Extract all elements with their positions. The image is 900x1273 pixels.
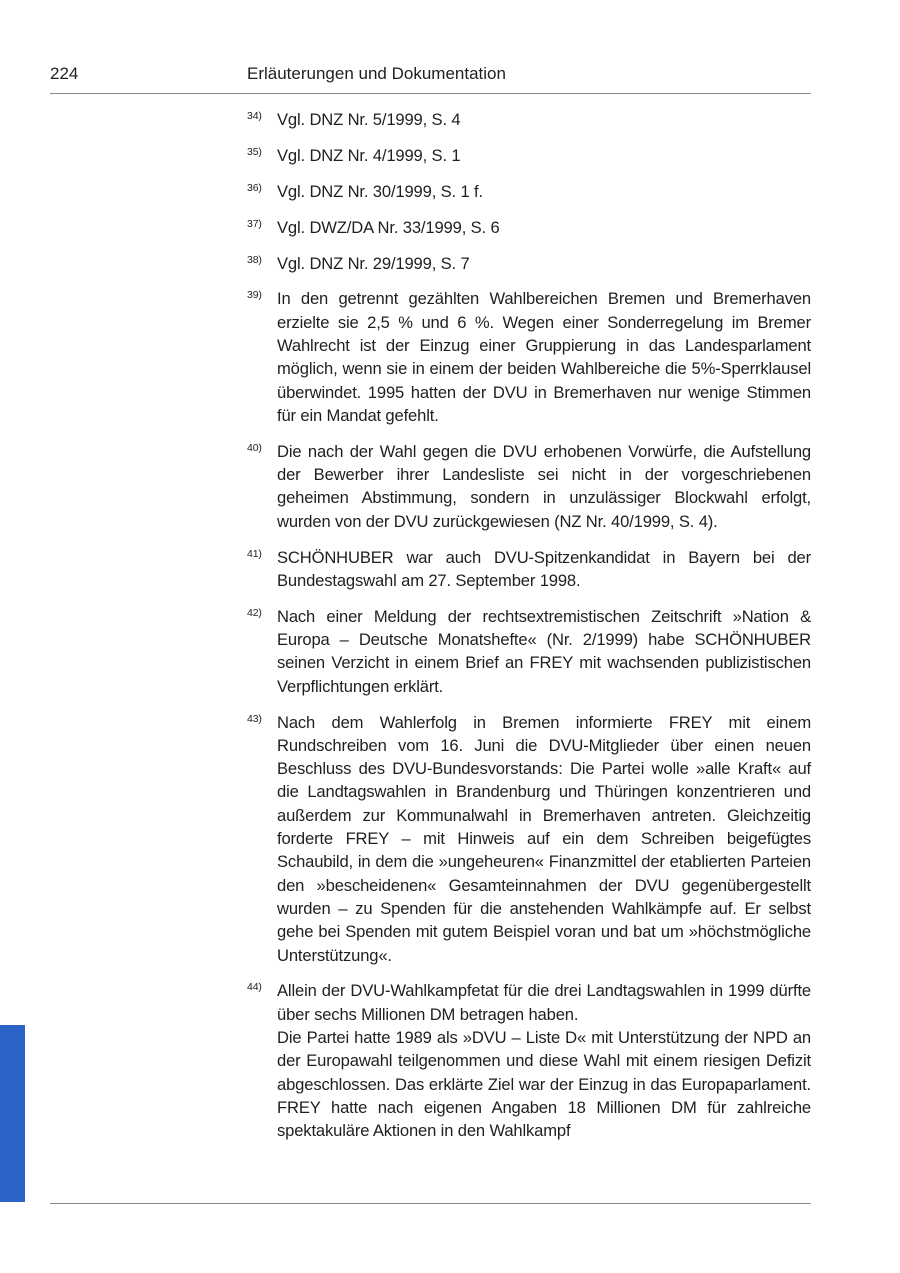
footnote-text: Die Partei hatte 1989 als »DVU – Liste D« mit Unterstützung der NPD an der Europawahl teilgenommen und diese Wahl mit einem riesigen Defizit abgeschlossen. Das erklärte Ziel war der Einzug in das Europaparlament. FREY hatte nach eigenen Angaben 18 Millionen DM für zahlreiche spektakuläre Aktionen in den Wahlkampf — [277, 1028, 811, 1141]
running-header-title: Erläuterungen und Dokumentation — [247, 64, 506, 83]
footnote-text: Vgl. DNZ Nr. 4/1999, S. 1 — [277, 145, 461, 165]
footnote — [247, 711, 811, 967]
footnote-text: In den getrennt gezählten Wahlbereichen Bremen und Bremerhaven erzielte sie 2,5 % und 6 %. Wegen einer Sonderregelung im Bremer Wahlrecht ist der Einzug einer Gruppierung in das Landesparlament möglich, wenn sie in einem der beiden Wahlbereiche die 5%-Sperrklausel überwindet. 1995 hatten der DVU in Bremerhaven nur wenige Stimmen für ein Mandat gefehlt. — [277, 289, 811, 425]
footnote-number: 42) — [247, 606, 262, 619]
footnote-text: Nach einer Meldung der rechtsextremistischen Zeitschrift »Nation & Europa – Deutsche Monatshefte« (Nr. 2/1999) habe SCHÖNHUBER seinen Verzicht in einem Brief an FREY mit wachsenden publizistischen Verpflichtungen erklärt. — [277, 606, 811, 696]
footnote-text: Nach dem Wahlerfolg in Bremen informierte FREY mit einem Rundschreiben vom 16. Juni die DVU-Mitglieder über einen neuen Beschluss des DVU-Bundesvorstands: Die Partei wolle »alle Kraft« auf die Landtagswahlen in Brandenburg und Thüringen konzentrieren und außerdem zur Kommunalwahl in Bremerhaven antreten. Gleichzeitig forderte FREY – mit Hinweis auf ein dem Schreiben beigefügtes Schaubild, in dem die »ungeheuren« Finanzmittel der etablierten Parteien den »bescheidenen« Gesamteinnahmen der DVU gegenübergestellt wurden – zu Spenden für die anstehenden Wahlkämpfe auf. Er selbst gehe bei Spenden mit gutem Beispiel voran und bat um »höchstmögliche Unterstützung«. — [277, 712, 811, 965]
footer-rule — [50, 1203, 811, 1204]
footnote — [247, 605, 811, 698]
footnote — [247, 144, 811, 167]
footnote — [247, 252, 811, 275]
footnote — [247, 546, 811, 593]
footnote-number: 44) — [247, 981, 262, 994]
footnotes-list — [247, 108, 811, 1155]
blue-margin-bar — [0, 1025, 25, 1202]
footnote-number: 41) — [247, 547, 262, 560]
footnote-number: 38) — [247, 253, 262, 266]
footnote-text: Vgl. DWZ/DA Nr. 33/1999, S. 6 — [277, 217, 500, 237]
footnote-text: Vgl. DNZ Nr. 5/1999, S. 4 — [277, 110, 461, 129]
footnote — [247, 979, 811, 1142]
footnote-number: 40) — [247, 441, 262, 454]
footnote-text: Die nach der Wahl gegen die DVU erhobenen Vorwürfe, die Aufstellung der Bewerber ihrer Landesliste sei nicht in der vorgeschriebenen geheimen Abstimmung, sondern in unzulässiger Blockwahl erfolgt, wurden von der DVU zurückgewiesen (NZ Nr. 40/1999, S. 4). — [277, 441, 811, 531]
footnote — [247, 108, 811, 131]
footnote — [247, 216, 811, 239]
footnote-text: Allein der DVU-Wahlkampfetat für die drei Landtagswahlen in 1999 dürfte über sechs Millionen DM betragen haben. — [277, 981, 811, 1024]
footnote-number: 35) — [247, 145, 262, 158]
footnote — [247, 180, 811, 203]
footnote — [247, 287, 811, 427]
footnote-number: 37) — [247, 217, 262, 230]
page-number: 224 — [50, 64, 79, 83]
footnote-text: SCHÖNHUBER war auch DVU-Spitzenkandidat in Bayern bei der Bundestagswahl am 27. September 1998. — [277, 547, 811, 590]
footnote-number: 43) — [247, 712, 262, 725]
footnote-number: 39) — [247, 289, 262, 302]
footnote-text: Vgl. DNZ Nr. 30/1999, S. 1 f. — [277, 181, 483, 201]
footnote-text: Vgl. DNZ Nr. 29/1999, S. 7 — [277, 253, 470, 273]
header-rule — [50, 93, 811, 94]
footnote-number: 34) — [247, 110, 262, 122]
footnote — [247, 440, 811, 533]
footnote-number: 36) — [247, 181, 262, 194]
